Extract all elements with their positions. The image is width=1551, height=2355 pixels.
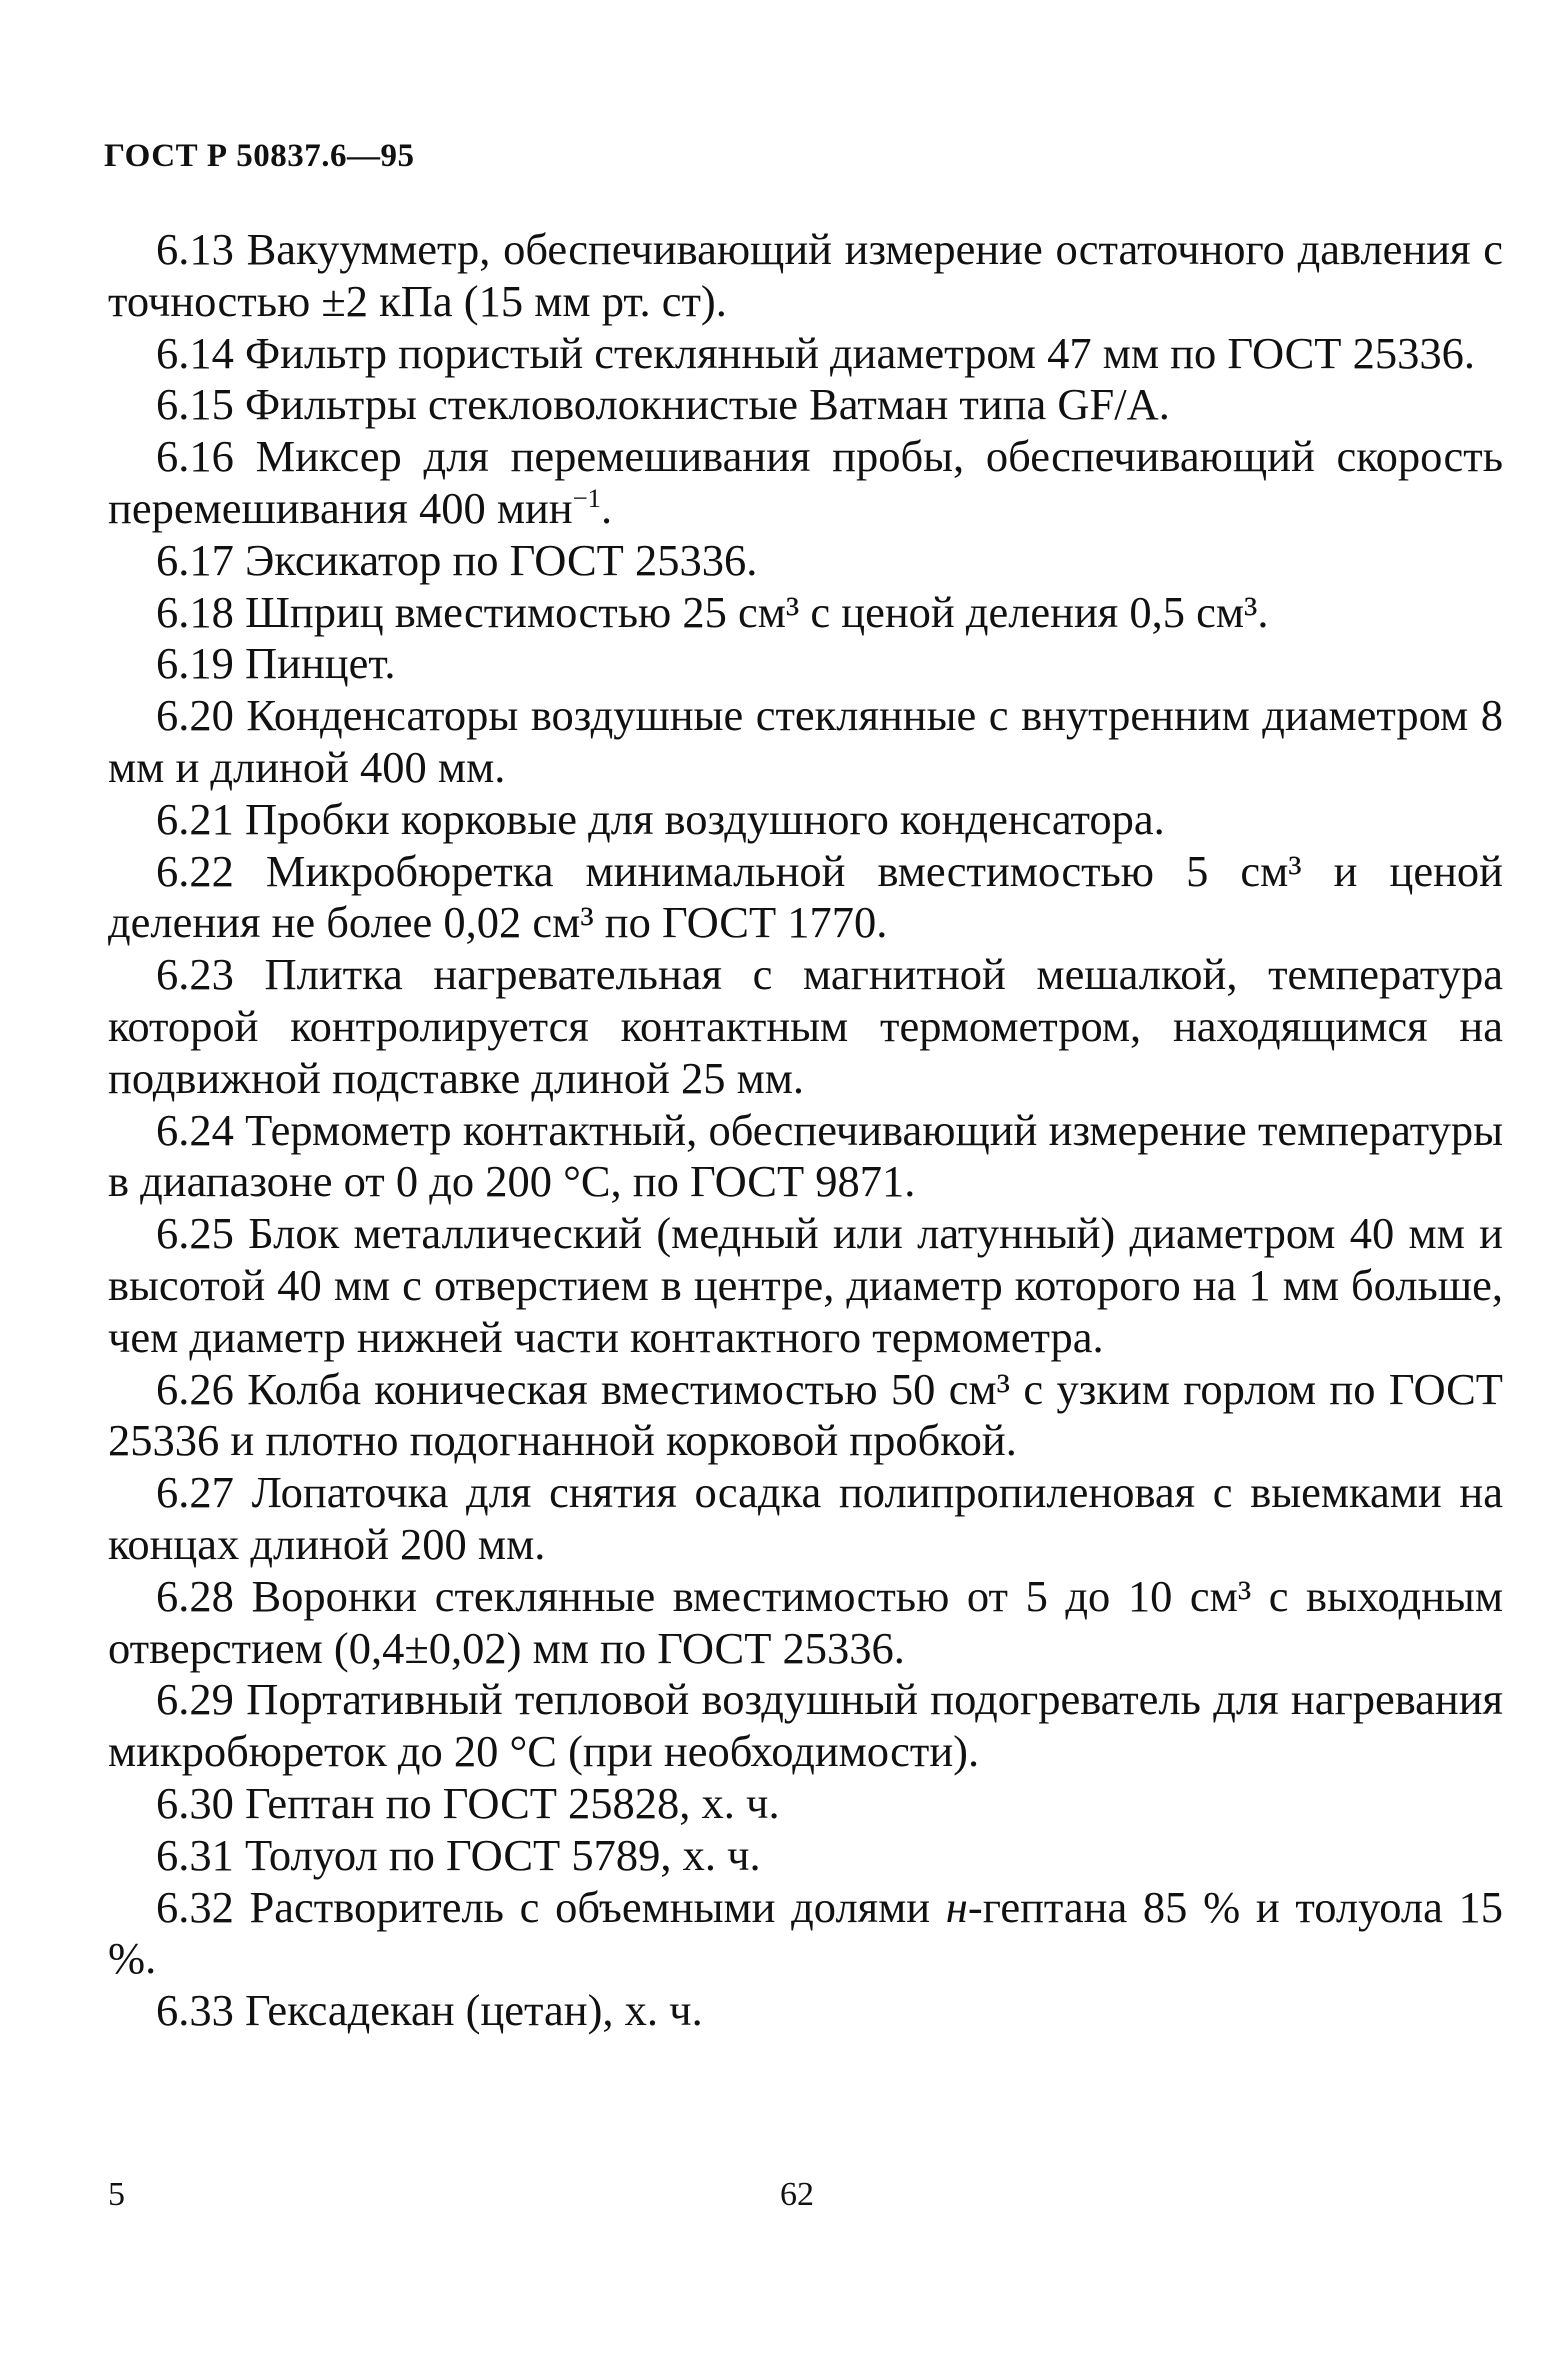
- list-item: 6.23 Плитка нагревательная с магнитной мешалкой, температура которой контролируется контактным термометром, находящимся на подвижной подставке длиной 25 мм.: [108, 949, 1503, 1103]
- list-item: 6.27 Лопаточка для снятия осадка полипропиленовая с выемками на концах длиной 200 мм.: [108, 1467, 1503, 1569]
- list-item: 6.14 Фильтр пористый стеклянный диаметром 47 мм по ГОСТ 25336.: [156, 327, 1475, 378]
- list-item: 6.33 Гексадекан (цетан), х. ч.: [156, 1985, 703, 2036]
- list-item: 6.29 Портативный тепловой воздушный подогреватель для нагревания микробюреток до 20 °С (при необходимости).: [108, 1674, 1503, 1777]
- list-item: 6.28 Воронки стеклянные вместимостью от 5 до 10 см³ с выходным отверстием (0,4±0,02) мм по ГОСТ 25336.: [108, 1570, 1503, 1673]
- list-item: 6.16 Миксер для перемешивания пробы, обеспечивающий скорость перемешивания 400 мин$^{-1}$.: [108, 431, 1503, 533]
- footer-mark: 5: [108, 2176, 125, 2213]
- list-item: 6.17 Эксикатор по ГОСТ 25336.: [156, 534, 758, 585]
- list-item: 6.25 Блок металлический (медный или латунный) диаметром 40 мм и высотой 40 мм с отверстием в центре, диаметр которого на 1 мм больше, чем диаметр нижней части контактного термометра.: [108, 1208, 1503, 1362]
- list-item: 6.26 Колба коническая вместимостью 50 см³ с узким горлом по ГОСТ 25336 и плотно подогнанной корковой пробкой.: [108, 1363, 1503, 1466]
- page-number: 62: [780, 2176, 814, 2213]
- list-item: 6.30 Гептан по ГОСТ 25828, х. ч.: [156, 1777, 780, 1828]
- list-item: 6.32 Растворитель с объемными долями н-гептана 85 % и толуола 15 %.: [108, 1881, 1503, 1984]
- list-item: 6.13 Вакуумметр, обеспечивающий измерение остаточного давления с точностью ±2 кПа (15 мм рт. ст).: [108, 224, 1503, 326]
- list-item: 6.24 Термометр контактный, обеспечивающий измерение температуры в диапазоне от 0 до 200 °С, по ГОСТ 9871.: [108, 1104, 1503, 1207]
- list-item: 6.20 Конденсаторы воздушные стеклянные с внутренним диаметром 8 мм и длиной 400 мм.: [108, 690, 1503, 792]
- document-body: [108, 224, 1503, 2037]
- list-item: 6.21 Пробки корковые для воздушного конденсатора.: [156, 793, 1165, 844]
- list-item: 6.18 Шприц вместимостью 25 см³ с ценой деления 0,5 см³.: [156, 586, 1269, 637]
- list-item: 6.19 Пинцет.: [156, 638, 396, 689]
- list-item: 6.22 Микробюретка минимальной вместимостью 5 см³ и ценой деления не более 0,02 см³ по ГОСТ 1770.: [108, 845, 1503, 948]
- list-item: 6.31 Толуол по ГОСТ 5789, х. ч.: [156, 1829, 761, 1880]
- list-item: 6.15 Фильтры стекловолокнистые Ватман типа GF/A.: [156, 379, 1170, 430]
- document-code: ГОСТ Р 50837.6—95: [104, 138, 415, 174]
